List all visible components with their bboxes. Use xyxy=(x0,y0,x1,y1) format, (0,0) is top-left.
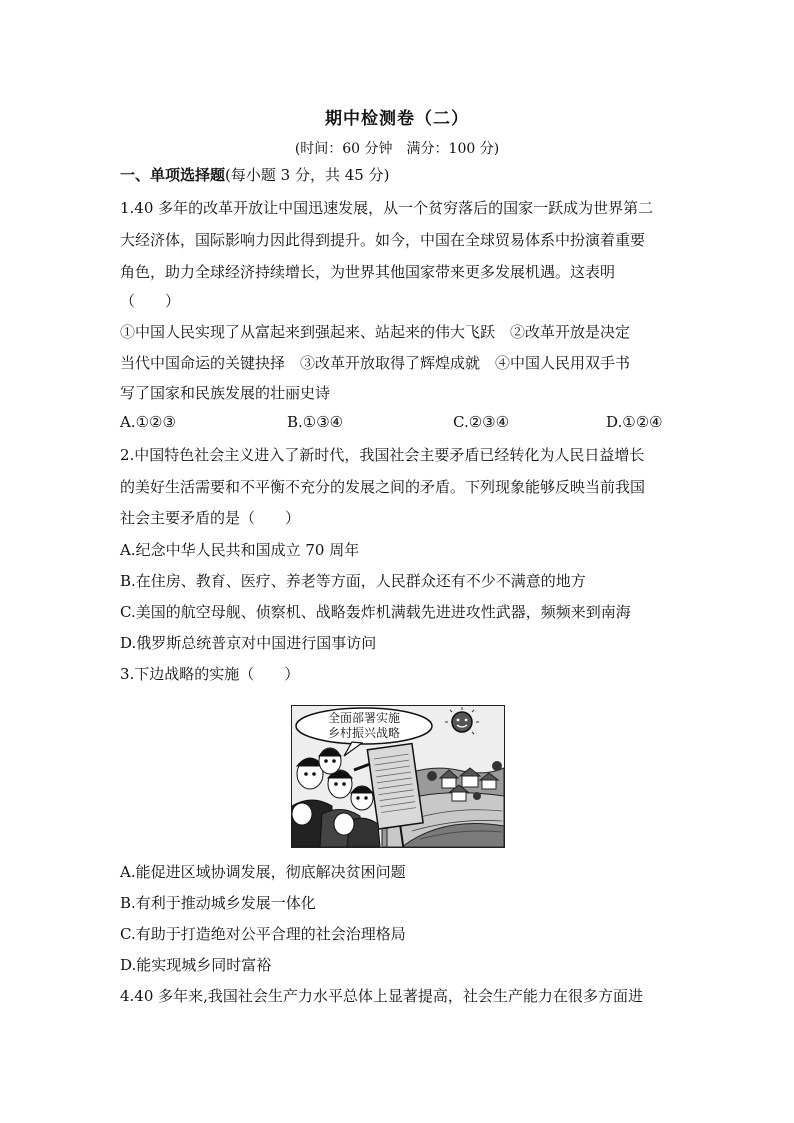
q1-line: 1.40 多年的改革开放让中国迅速发展，从一个贫穷落后的国家一跃成为世界第二 xyxy=(120,199,654,217)
cartoon-image xyxy=(292,706,504,847)
section-heading xyxy=(120,164,389,185)
q1-option-d: D.①②④ xyxy=(606,413,663,431)
q3-stem: 3.下边战略的实施（ ） xyxy=(120,665,300,683)
q1-line: 角色，助力全球经济持续增长，为世界其他国家带来更多发展机遇。这表明 xyxy=(120,263,616,281)
exam-info: (时间：60 分钟 满分：100 分) xyxy=(294,141,500,157)
q2-option-d: D.俄罗斯总统普京对中国进行国事访问 xyxy=(120,634,377,652)
q4-line: 4.40 多年来,我国社会生产力水平总体上显著提高，社会生产能力在很多方面进 xyxy=(120,987,643,1005)
q3-option-d: D.能实现城乡同时富裕 xyxy=(120,956,272,974)
section-title: 一、单项选择题 xyxy=(120,166,226,184)
page-title: 期中检测卷（二） xyxy=(325,109,469,129)
q1-option-c: C.②③④ xyxy=(453,413,510,431)
q1-option-b: B.①③④ xyxy=(287,413,344,431)
q2-option-c: C.美国的航空母舰、侦察机、战略轰炸机满载先进进攻性武器，频频来到南海 xyxy=(120,603,631,621)
q3-option-c: C.有助于打造绝对公平合理的社会治理格局 xyxy=(120,925,406,943)
section-note: (每小题 3 分，共 45 分) xyxy=(225,166,390,184)
q2-option-b: B.在住房、教育、医疗、养老等方面，人民群众还有不少不满意的地方 xyxy=(120,572,586,590)
q1-line: 当代中国命运的关键抉择 ③改革开放取得了辉煌成就 ④中国人民用双手书 xyxy=(120,354,631,372)
q1-line: 大经济体，国际影响力因此得到提升。如今，中国在全球贸易体系中扮演着重要 xyxy=(120,231,646,249)
q1-option-a: A.①②③ xyxy=(120,413,176,431)
q2-option-a: A.纪念中华人民共和国成立 70 周年 xyxy=(120,541,360,559)
q2-line: 的美好生活需要和不平衡不充分的发展之间的矛盾。下列现象能够反映当前我国 xyxy=(120,478,646,496)
bubble-line-2: 乡村振兴战略 xyxy=(327,726,401,740)
q3-option-b: B.有利于推动城乡发展一体化 xyxy=(120,894,316,912)
bubble-line-1: 全面部署实施 xyxy=(327,711,401,725)
q1-line: 写了国家和民族发展的壮丽史诗 xyxy=(120,384,331,402)
q2-line: 2.中国特色社会主义进入了新时代，我国社会主要矛盾已经转化为人民日益增长 xyxy=(120,446,645,464)
q3-option-a: A.能促进区域协调发展，彻底解决贫困问题 xyxy=(120,863,406,881)
q1-line: ①中国人民实现了从富起来到强起来、站起来的伟大飞跃 ②改革开放是决定 xyxy=(120,323,631,341)
rural-revitalization-illustration xyxy=(291,705,505,848)
q1-answer-blank: （ ） xyxy=(120,292,181,310)
q2-line: 社会主要矛盾的是（ ） xyxy=(120,509,301,527)
q1-options xyxy=(0,413,794,433)
